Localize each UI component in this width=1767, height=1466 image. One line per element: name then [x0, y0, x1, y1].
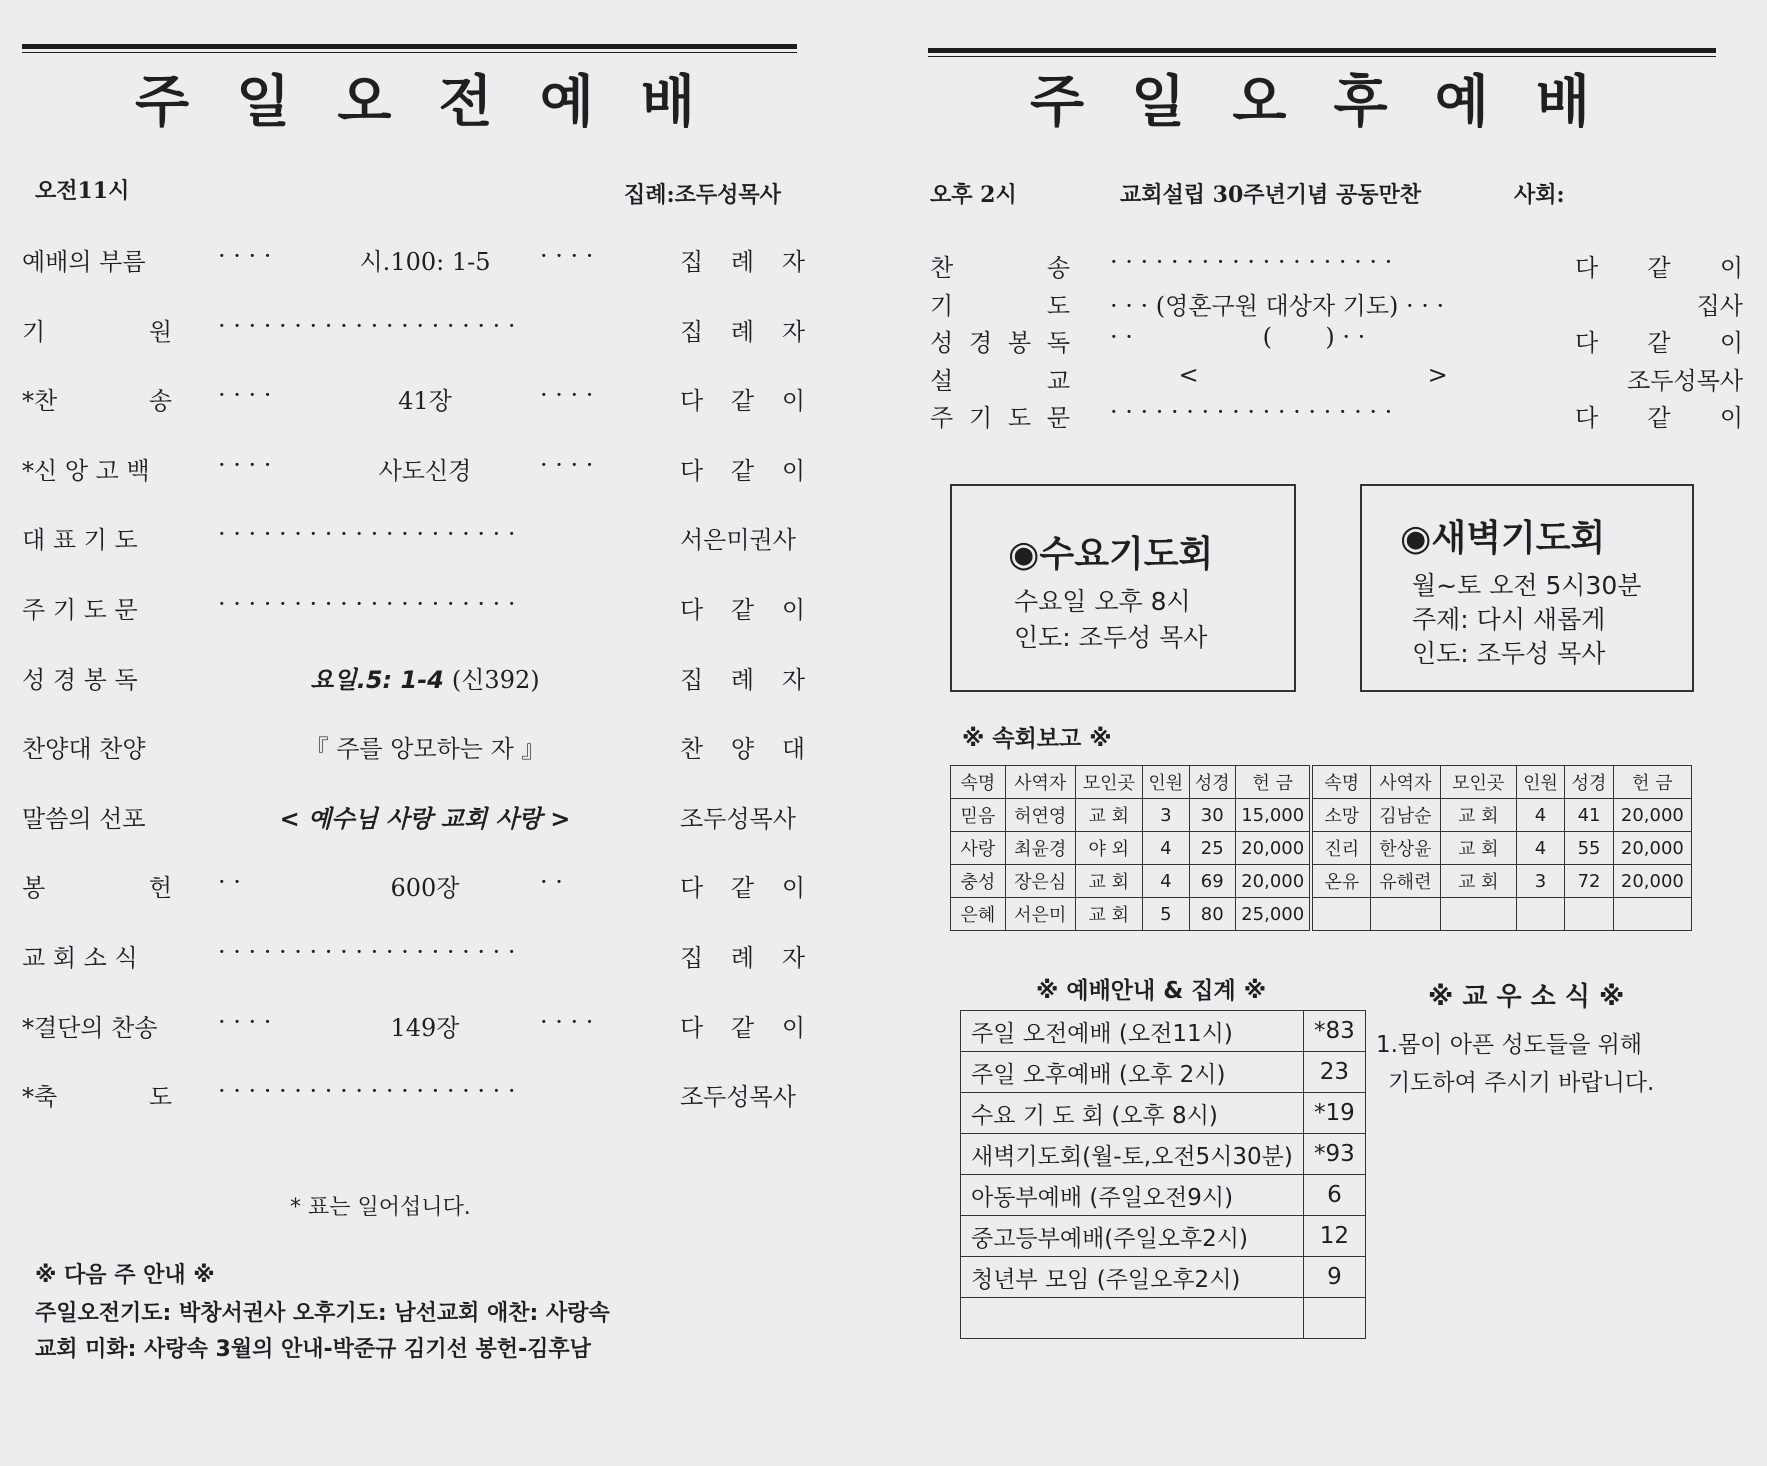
table-cell: 서은미 [1005, 898, 1075, 931]
order-detail [220, 729, 630, 764]
attendance-count: *19 [1303, 1093, 1365, 1134]
title-char: 주 [1030, 70, 1085, 135]
column-header: 헌 금 [1235, 766, 1311, 799]
order-row [0, 799, 820, 839]
table-cell: 55 [1565, 832, 1614, 865]
order-row [0, 729, 820, 769]
column-header: 헌 금 [1613, 766, 1691, 799]
next-week-line: 교회 미화: 사랑속 3월의 안내-박준규 김기선 봉헌-김후남 [35, 1337, 591, 1362]
title-char: 오 [337, 70, 392, 135]
table-cell: 유해련 [1371, 865, 1441, 898]
order-detail: < > [1110, 360, 1448, 389]
table-cell: 4 [1143, 865, 1189, 898]
column-header: 인원 [1516, 766, 1565, 799]
attendance-count: *93 [1303, 1134, 1365, 1175]
table-cell: 4 [1143, 832, 1189, 865]
attendance-count: 23 [1303, 1052, 1365, 1093]
order-responsible: 서은미권사 [680, 526, 796, 555]
cell-report-heading: ※ 속회보고 ※ [962, 726, 1112, 752]
order-label: 기 원 [22, 317, 172, 346]
order-responsible: 찬 양 대 [680, 735, 805, 764]
dawn-prayer-leader: 인도: 조두성 목사 [1412, 639, 1606, 668]
cell-report-table [950, 765, 1692, 931]
order-row [920, 286, 1767, 322]
dot-leader: · · · · [540, 1007, 594, 1036]
table-cell: 충성 [951, 865, 1006, 898]
dot-leader: · · · · · · · · · · · · · · · · · · · · [218, 311, 516, 340]
order-responsible: 집 례 자 [680, 248, 805, 276]
table-cell: 김남순 [1371, 799, 1441, 832]
table-cell: 교 회 [1440, 865, 1516, 898]
dot-leader: · · · · · · · · · · · · · · · · · · · · [218, 590, 516, 618]
table-row [951, 832, 1692, 865]
attendance-table [960, 1010, 1366, 1339]
order-responsible: 집사 [1696, 291, 1743, 320]
table-row [961, 1093, 1366, 1134]
column-header: 사역자 [1005, 766, 1075, 799]
table-cell [1516, 898, 1565, 931]
order-row [0, 938, 820, 978]
order-responsible: 조두성목사 [680, 804, 796, 833]
table-cell: 교 회 [1440, 799, 1516, 832]
table-cell: 3 [1516, 865, 1565, 898]
dawn-prayer-time: 월~토 오전 5시30분 [1412, 571, 1642, 600]
table-cell: 야 외 [1075, 832, 1143, 865]
order-row [0, 660, 820, 700]
title-char: 배 [640, 70, 695, 135]
table-cell: 믿음 [951, 799, 1006, 832]
service-name: 아동부예배 (주일오전9시) [961, 1175, 1304, 1216]
table-cell: 교 회 [1075, 898, 1143, 931]
title-char: 후 [1333, 70, 1388, 135]
order-responsible: 조두성목사 [1627, 366, 1743, 395]
order-row [920, 398, 1767, 434]
news-heading: ※ 교 우 소 식 ※ [1428, 982, 1625, 1012]
title-char: 일 [236, 70, 291, 135]
morning-title [135, 58, 695, 138]
table-cell [1613, 898, 1691, 931]
top-rule-thin [22, 52, 797, 53]
table-cell: 교 회 [1075, 865, 1143, 898]
table-row [961, 1175, 1366, 1216]
dot-leader: · · · · · · · · · · · · · · · · · · · · [218, 520, 516, 549]
table-row [961, 1134, 1366, 1175]
table-cell: 최윤경 [1005, 832, 1075, 865]
table-row [961, 1052, 1366, 1093]
table-cell: 25 [1189, 832, 1235, 865]
order-label: 성 경 봉 독 [22, 665, 138, 694]
news-line: 기도하여 주시기 바랍니다. [1388, 1070, 1655, 1096]
table-header-row [951, 766, 1692, 799]
dot-leader: · · [540, 868, 563, 897]
table-cell: 4 [1516, 799, 1565, 832]
order-detail: · · ( ) · · [1110, 323, 1366, 351]
order-label: 주 기 도 문 [22, 596, 138, 624]
dot-leader: · · · · [540, 242, 594, 270]
title-char: 일 [1131, 70, 1186, 135]
table-cell [1440, 898, 1516, 931]
order-detail: · · · (영혼구원 대상자 기도) · · · [1110, 291, 1445, 320]
morning-service-panel [0, 0, 820, 1466]
table-cell: 교 회 [1075, 799, 1143, 832]
order-item-text: 149장 [390, 1013, 460, 1042]
order-row [920, 323, 1767, 359]
table-cell: 72 [1565, 865, 1614, 898]
table-row [951, 799, 1692, 832]
order-responsible: 다 같 이 [680, 387, 805, 416]
dot-leader: · · · · · · · · · · · · · · · · · · · · [218, 938, 516, 966]
order-row [0, 868, 820, 908]
wednesday-prayer-leader: 인도: 조두성 목사 [1014, 623, 1208, 652]
morning-time: 오전11시 [35, 178, 130, 204]
wednesday-prayer-title: ◉수요기도회 [1008, 534, 1214, 575]
table-cell: 30 [1189, 799, 1235, 832]
order-responsible: 다 같 이 [680, 1013, 805, 1042]
order-responsible: 다 같 이 [1575, 254, 1743, 282]
order-responsible: 다 같 이 [680, 874, 805, 903]
order-item-text: 『 주를 앙모하는 자 』 [304, 735, 546, 764]
order-row [0, 451, 820, 491]
morning-presider: 집례:조두성목사 [624, 182, 781, 208]
column-header: 성경 [1565, 766, 1614, 799]
order-label: *결단의 찬송 [22, 1013, 158, 1042]
order-item-text: 사도신경 [378, 456, 472, 485]
order-row [0, 590, 820, 630]
table-row [961, 1257, 1366, 1298]
attendance-count: *83 [1303, 1011, 1365, 1052]
dot-leader: · · · · [540, 450, 594, 479]
order-row [920, 248, 1767, 284]
order-detail [220, 799, 630, 834]
service-name: 새벽기도회(월-토,오전5시30분) [961, 1134, 1304, 1175]
title-char: 예 [1434, 70, 1489, 135]
title-char: 오 [1232, 70, 1287, 135]
order-label: 말씀의 선포 [22, 804, 146, 833]
column-header: 성경 [1189, 766, 1235, 799]
table-cell: 사랑 [951, 832, 1006, 865]
order-responsible: 집 례 자 [680, 317, 805, 346]
table-cell [1371, 898, 1441, 931]
title-char: 배 [1535, 70, 1590, 135]
table-cell: 20,000 [1613, 832, 1691, 865]
order-responsible: 다 같 이 [1575, 329, 1743, 357]
dot-leader: · · · · [218, 450, 272, 479]
order-label: *축 도 [22, 1083, 172, 1112]
top-rule-thin [928, 56, 1716, 57]
dot-leader: · · · · [218, 381, 272, 410]
service-name: 청년부 모임 (주일오후2시) [961, 1257, 1304, 1298]
afternoon-time: 오후 2시 [930, 182, 1017, 208]
next-week-line: 주일오전기도: 박창서권사 오후기도: 남선교회 애찬: 사랑속 [35, 1301, 610, 1326]
table-cell: 진리 [1311, 832, 1370, 865]
dawn-prayer-theme: 주제: 다시 새롭게 [1412, 605, 1606, 634]
order-label: 예배의 부름 [22, 248, 146, 276]
dawn-prayer-box [1360, 484, 1694, 692]
afternoon-host: 사회: [1514, 182, 1565, 208]
table-cell: 20,000 [1235, 832, 1311, 865]
order-responsible: 조두성목사 [680, 1083, 796, 1112]
table-cell: 4 [1516, 832, 1565, 865]
sermon-title: < 예수님 사랑 교회 사랑 > [279, 804, 571, 833]
order-label: 찬 송 [930, 254, 1070, 282]
table-cell: 온유 [1311, 865, 1370, 898]
order-label: 교 회 소 식 [22, 944, 138, 972]
table-row [961, 1216, 1366, 1257]
dot-leader: · · · · · · · · · · · · · · · · · · · · [218, 1077, 516, 1106]
table-cell: 한상윤 [1371, 832, 1441, 865]
title-char: 예 [539, 70, 594, 135]
table-row [961, 1011, 1366, 1052]
attendance-count: 12 [1303, 1216, 1365, 1257]
wednesday-prayer-time: 수요일 오후 8시 [1014, 587, 1191, 616]
order-label: 대 표 기 도 [22, 526, 138, 555]
column-header: 속명 [951, 766, 1006, 799]
order-label: *찬 송 [22, 387, 172, 416]
afternoon-title [1030, 58, 1590, 138]
order-responsible: 다 같 이 [680, 596, 805, 624]
news-line: 1.몸이 아픈 성도들을 위해 [1376, 1032, 1643, 1058]
column-header: 인원 [1143, 766, 1189, 799]
attendance-count: 9 [1303, 1257, 1365, 1298]
dot-leader: · · [218, 868, 241, 897]
scripture-reference: 요일.5: 1-4 [310, 665, 444, 694]
order-label: 설 교 [930, 366, 1070, 395]
afternoon-service-panel [920, 0, 1767, 1466]
column-header: 모인곳 [1075, 766, 1143, 799]
table-cell: 20,000 [1613, 865, 1691, 898]
order-row [0, 1008, 820, 1048]
order-detail [220, 868, 630, 903]
order-responsible: 다 같 이 [1575, 404, 1743, 432]
service-name: 수요 기 도 회 (오후 8시) [961, 1093, 1304, 1134]
table-cell: 80 [1189, 898, 1235, 931]
table-cell: 20,000 [1235, 865, 1311, 898]
column-header: 모인곳 [1440, 766, 1516, 799]
order-responsible: 집 례 자 [680, 665, 805, 694]
table-cell: 41 [1565, 799, 1614, 832]
order-responsible: 집 례 자 [680, 944, 805, 972]
service-name [961, 1298, 1304, 1339]
table-cell: 69 [1189, 865, 1235, 898]
table-cell [1565, 898, 1614, 931]
table-cell: 5 [1143, 898, 1189, 931]
service-name: 주일 오후예배 (오후 2시) [961, 1052, 1304, 1093]
table-cell: 20,000 [1613, 799, 1691, 832]
order-row [0, 1077, 820, 1117]
order-label: 성 경 봉 독 [930, 329, 1070, 357]
title-char: 전 [438, 70, 493, 135]
dawn-prayer-title: ◉새벽기도회 [1400, 518, 1606, 559]
order-label: *신 앙 고 백 [22, 456, 150, 485]
dot-leader: · · · · [218, 242, 272, 270]
scripture-hymn: (신392) [451, 665, 540, 694]
order-item-text: 41장 [398, 387, 452, 416]
table-row [961, 1298, 1366, 1339]
table-cell [1311, 898, 1370, 931]
table-cell: 3 [1143, 799, 1189, 832]
order-detail: · · · · · · · · · · · · · · · · · · · [1110, 248, 1393, 276]
table-cell: 15,000 [1235, 799, 1311, 832]
table-cell: 소망 [1311, 799, 1370, 832]
order-item-text: 시.100: 1-5 [359, 248, 491, 276]
table-row [951, 898, 1692, 931]
order-row [0, 242, 820, 282]
order-detail [220, 660, 630, 695]
top-rule [22, 44, 797, 49]
afternoon-theme: 교회설립 30주년기념 공동만찬 [1120, 182, 1421, 208]
dot-leader: · · · · [218, 1007, 272, 1036]
order-label: 찬양대 찬양 [22, 735, 146, 764]
order-item-text: 600장 [390, 874, 460, 903]
attendance-count: 6 [1303, 1175, 1365, 1216]
order-detail: · · · · · · · · · · · · · · · · · · · [1110, 398, 1393, 426]
table-cell: 은혜 [951, 898, 1006, 931]
order-responsible: 다 같 이 [680, 456, 805, 485]
service-name: 주일 오전예배 (오전11시) [961, 1011, 1304, 1052]
attendance-count [1303, 1298, 1365, 1339]
top-rule [928, 48, 1716, 53]
standing-note: * 표는 일어섭니다. [290, 1195, 471, 1220]
column-header: 사역자 [1371, 766, 1441, 799]
dot-leader: · · · · [540, 381, 594, 410]
order-row [0, 520, 820, 560]
column-header: 속명 [1311, 766, 1370, 799]
order-row [0, 381, 820, 421]
table-cell: 교 회 [1440, 832, 1516, 865]
order-label: 기 도 [930, 291, 1070, 320]
order-label: 봉 헌 [22, 874, 172, 903]
order-label: 주 기 도 문 [930, 404, 1070, 432]
attendance-heading: ※ 예배안내 & 집계 ※ [1036, 978, 1267, 1004]
order-row [920, 361, 1767, 397]
table-cell: 25,000 [1235, 898, 1311, 931]
table-cell: 허연영 [1005, 799, 1075, 832]
wednesday-prayer-box [950, 484, 1296, 692]
order-row [0, 312, 820, 352]
table-row [951, 865, 1692, 898]
service-name: 중고등부예배(주일오후2시) [961, 1216, 1304, 1257]
title-char: 주 [135, 70, 190, 135]
table-cell: 장은심 [1005, 865, 1075, 898]
next-week-heading: ※ 다음 주 안내 ※ [35, 1263, 215, 1288]
